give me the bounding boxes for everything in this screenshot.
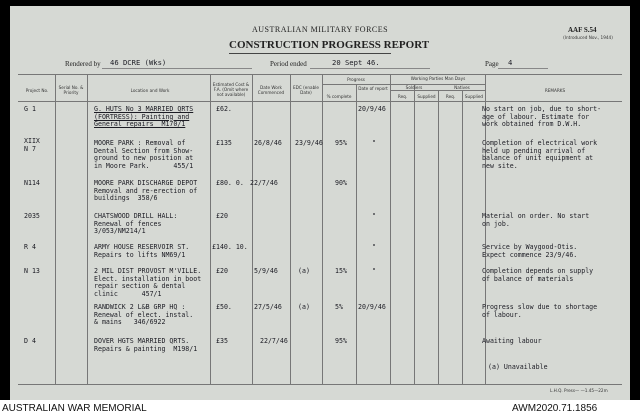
- table-row-8-project: D 4: [24, 337, 36, 345]
- table-row-5-cost: £140. 10.: [212, 243, 248, 251]
- table-row-4-cost: £20: [216, 212, 228, 220]
- form-code: AAF S.54: [568, 26, 597, 34]
- table-row-8-location: DOVER HGTS MARRIED QRTS. Repairs & painting M198/1: [94, 337, 198, 353]
- col-date-commenced: Date Work Commenced: [257, 85, 285, 95]
- col-location: Location and Work: [130, 88, 170, 93]
- table-row-7-report-date: 20/9/46: [358, 303, 386, 311]
- table-row-2-project: XIIX N 7: [24, 137, 40, 153]
- table-row-1-cost: £62.: [216, 105, 232, 113]
- form-title: AUSTRALIAN MILITARY FORCES: [252, 25, 389, 34]
- col-edc: EDC (enable Date): [293, 85, 319, 95]
- table-row-6-remarks: Completion depends on supply of balance of materials: [482, 267, 594, 283]
- table-row-7-cost: £50.: [216, 303, 232, 311]
- col-soldiers: Soldiers: [405, 85, 423, 90]
- table-row-2-complete: 95%: [335, 139, 347, 147]
- form-heading: CONSTRUCTION PROGRESS REPORT: [229, 39, 430, 51]
- form-code-note: (Introduced Nov., 1944): [563, 35, 613, 40]
- table-row-8-cost: £35: [216, 337, 228, 345]
- page-value: 4: [508, 58, 513, 67]
- table-row-5-remarks: Service by Waygood-Otis. Expect commence 23/9/46.: [482, 243, 578, 259]
- extra-note: (a) Unavailable: [488, 363, 548, 371]
- col-estimated-cost: Estimated Cost & F.A. (Omit where not available): [212, 82, 250, 97]
- caption-bar: [0, 400, 640, 418]
- table-row-4-report-date: ": [372, 212, 376, 220]
- table-row-8-complete: 95%: [335, 337, 347, 345]
- table-row-2-edc: 23/9/46: [295, 139, 323, 147]
- col-project-no: Project No.: [25, 88, 49, 93]
- caption-left: AUSTRALIAN WAR MEMORIAL: [2, 403, 147, 414]
- table-row-2-location: MOORE PARK : Removal of Dental Section from Show- ground to new position at in Moore Park. 455/1: [94, 139, 194, 170]
- table-row-4-project: 2035: [24, 212, 40, 220]
- table-row-3-commenced: 22/7/46: [250, 179, 278, 187]
- col-natives: Natives: [454, 85, 470, 90]
- period-ended-value: 20 Sept 46.: [332, 58, 380, 67]
- table-row-6-project: N 13: [24, 267, 40, 275]
- table-row-2-commenced: 26/8/46: [254, 139, 282, 147]
- table-row-5-location: ARMY HOUSE RESERVOIR ST. Repairs to lifts NM69/1: [94, 243, 190, 259]
- table-row-5-project: R 4: [24, 243, 36, 251]
- table-row-1-remarks: No start on job, due to short- age of labour. Estimate for work obtained from D.W.H.: [482, 105, 602, 129]
- col-remarks: REMARKS: [544, 88, 566, 93]
- table-row-6-cost: £20: [216, 267, 228, 275]
- table-row-6-commenced: 5/9/46: [254, 267, 278, 275]
- table-row-3-cost: £80. 0.: [216, 179, 244, 187]
- caption-right: AWM2020.71.1856: [512, 403, 598, 414]
- rendered-by-label: Rendered by: [65, 60, 101, 68]
- table-row-8-commenced: 22/7/46: [260, 337, 288, 345]
- table-header-line: [18, 101, 622, 102]
- table-row-6-report-date: ": [372, 267, 376, 275]
- col-soldiers-supplied: Supplied: [417, 94, 436, 99]
- table-row-6-complete: 15%: [335, 267, 347, 275]
- printer-imprint: L.H.Q. Press— —1.45—22m: [550, 388, 608, 393]
- table-row-1-project: G 1: [24, 105, 36, 113]
- col-progress: Progress: [347, 77, 365, 82]
- table-row-5-report-date: ": [372, 243, 376, 251]
- table-row-1-report-date: 20/9/46: [358, 105, 386, 113]
- table-top-line: [18, 74, 622, 75]
- col-percent-complete: % complete: [326, 94, 352, 99]
- table-row-3-location: MOORE PARK DISCHARGE DEPOT Removal and re-erection of buildings 358/6: [94, 179, 198, 203]
- table-row-2-remarks: Completion of electrical work held up pending arrival of balance of unit equipment at new site.: [482, 139, 598, 170]
- table-row-7-commenced: 27/5/46: [254, 303, 282, 311]
- table-row-7-remarks: Progress slow due to shortage of labour.: [482, 303, 598, 319]
- col-soldiers-req: Req.: [397, 94, 408, 99]
- rendered-by-value: 46 DCRE (Wks): [110, 58, 167, 67]
- table-row-2-cost: £135: [216, 139, 232, 147]
- table-row-4-location: CHATSWOOD DRILL HALL: Renewal of fences 3/053/NM214/1: [94, 212, 178, 236]
- table-bottom-line: [18, 384, 622, 385]
- period-ended-label: Period ended: [270, 60, 307, 68]
- col-serial-no: Serial No. & Priority: [58, 85, 84, 95]
- progress-report-sheet: [10, 6, 630, 400]
- col-natives-supplied: Supplied: [464, 94, 484, 99]
- table-row-3-complete: 90%: [335, 179, 347, 187]
- table-row-2-report-date: ": [372, 139, 376, 147]
- table-row-4-remarks: Material on order. No start on job.: [482, 212, 590, 228]
- table-row-7-location: RANDWICK 2 L&B GRP HQ : Renewal of elect. instal. & mains 346/6922: [94, 303, 194, 327]
- table-row-1-location: G. HUTS No 3 MARRIED QRTS (FORTRESS): Painting and General repairs M170/1: [94, 105, 194, 129]
- page-label: Page: [485, 60, 499, 68]
- col-working-parties: Working Parties Man Days: [410, 76, 466, 81]
- col-natives-req: Req.: [445, 94, 456, 99]
- col-date-of-report: Date of report: [358, 86, 388, 91]
- table-row-8-remarks: Awaiting labour: [482, 337, 542, 345]
- table-row-6-location: 2 MIL DIST PROVOST M'VILLE. Elect. installation in boot repair section & dental clinic 457/1: [94, 267, 202, 298]
- table-row-6-edc: (a): [298, 267, 310, 275]
- table-row-7-complete: 5%: [335, 303, 343, 311]
- table-row-3-project: N114: [24, 179, 40, 187]
- table-row-7-edc: (a): [298, 303, 310, 311]
- title-underline: [229, 53, 391, 54]
